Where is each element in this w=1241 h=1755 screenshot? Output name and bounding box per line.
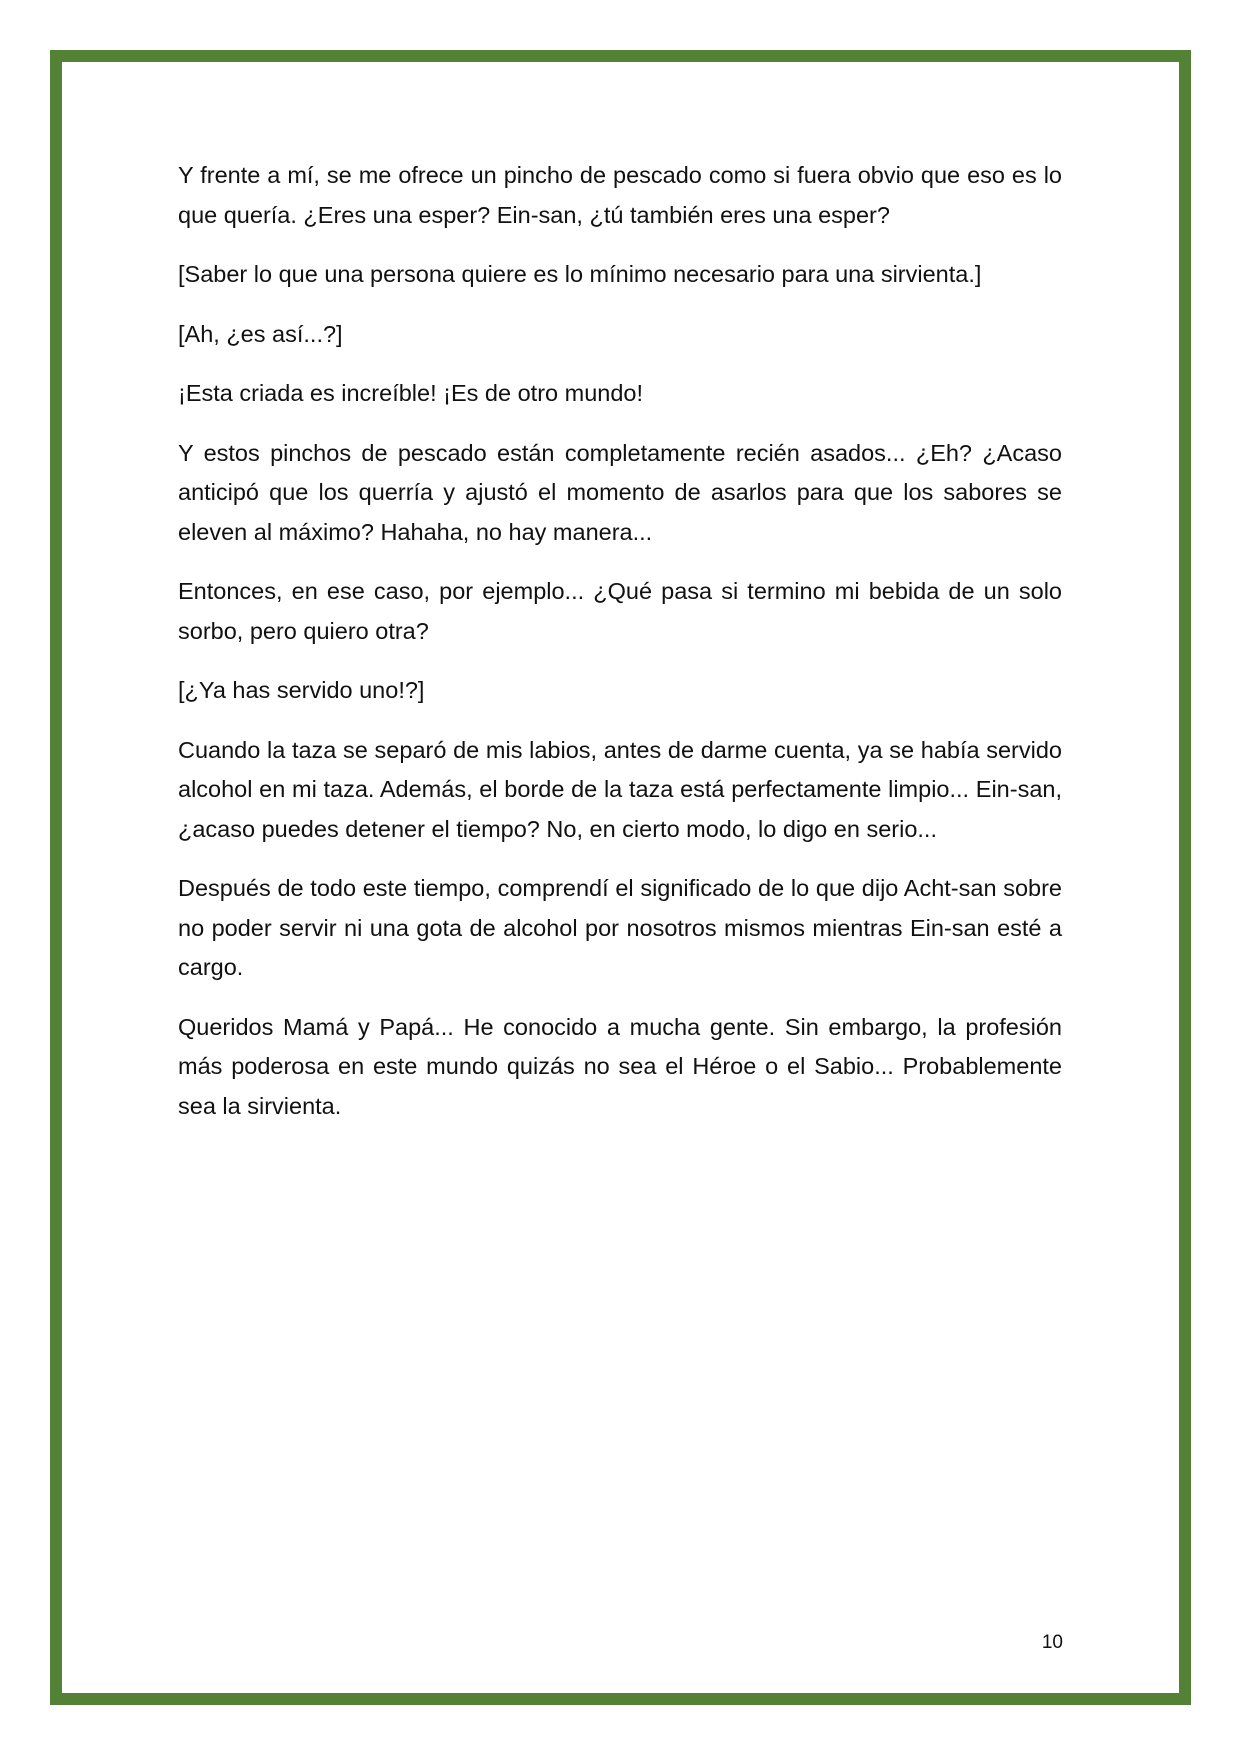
paragraph: Cuando la taza se separó de mis labios, antes de darme cuenta, ya se había servido alcohol en mi taza. Además, el borde de la taza está perfectamente limpio... Ein-san, ¿acaso puedes detener el tiempo? No, en cierto modo, lo digo en serio...	[178, 736, 1062, 842]
paragraph: Después de todo este tiempo, comprendí el significado de lo que dijo Acht-san sobre no poder servir ni una gota de alcohol por nosotros mismos mientras Ein-san esté a cargo.	[178, 875, 1062, 980]
page-number: 10	[1041, 1632, 1063, 1653]
paragraph: Queridos Mamá y Papá... He conocido a mucha gente. Sin embargo, la profesión más poderosa en este mundo quizás no sea el Héroe o el Sabio... Probablemente sea la sirvienta.	[178, 1013, 1062, 1119]
paragraph: Y frente a mí, se me ofrece un pincho de pescado como si fuera obvio que eso es lo que quería. ¿Eres una esper? Ein-san, ¿tú también eres una esper?	[178, 162, 1062, 228]
paragraph: [Ah, ¿es así...?]	[178, 320, 343, 347]
paragraph: [¿Ya has servido uno!?]	[178, 677, 425, 703]
paragraph: ¡Esta criada es increíble! ¡Es de otro mundo!	[178, 380, 643, 406]
document-body	[178, 156, 1062, 1146]
paragraph: Entonces, en ese caso, por ejemplo... ¿Qué pasa si termino mi bebida de un solo sorbo, pero quiero otra?	[178, 578, 1062, 644]
paragraph: Y estos pinchos de pescado están completamente recién asados... ¿Eh? ¿Acaso anticipó que los querría y ajustó el momento de asarlos para que los sabores se eleven al máximo? Hahaha, no hay manera...	[178, 439, 1062, 545]
paragraph: [Saber lo que una persona quiere es lo mínimo necesario para una sirvienta.]	[178, 261, 982, 287]
